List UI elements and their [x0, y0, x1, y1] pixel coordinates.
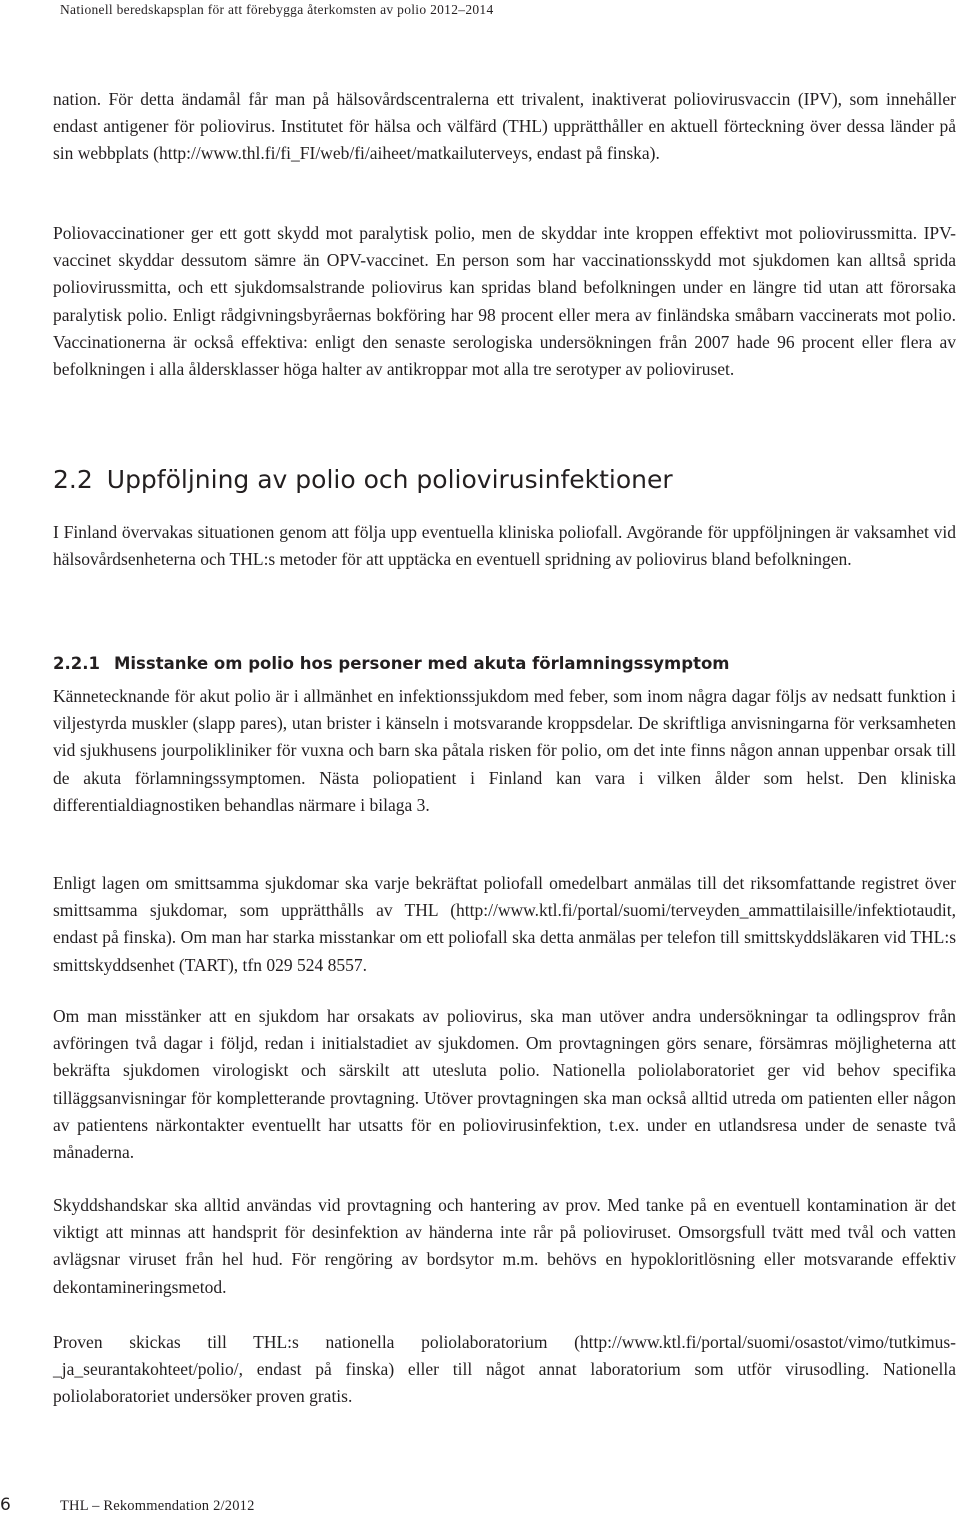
- section-title: Uppföljning av polio och poliovirusinfektioner: [106, 465, 673, 494]
- paragraph-surveillance: I Finland övervakas situationen genom att följa upp eventuella kliniska poliofall. Avgörande för uppföljningen är vaksamhet vid hälsovårdsenheterna och THL:s metoder för att upptäcka en eventuell spridning av poliovirus bland befolkningen.: [53, 522, 956, 570]
- section-heading-2-2: [53, 460, 933, 500]
- paragraph-vaccination-protection: Poliovaccinationer ger ett gott skydd mot paralytisk polio, men de skyddar inte kroppen effektivt mot poliovirussmitta. IPV-vaccinet skyddar dessutom sämre än OPV-vaccinet. En person som har vaccinationsskydd mot sjukdomen kan alltså sprida poliovirussmitta, och ett sjukdomsalstrande poliovirus kan spridas bland befolkningen under en längre tid utan att förorsaka paralytisk polio. Enligt rådgivningsbyråernas bokföring har 98 procent eller mera av finländska småbarn vaccinerats mot polio. Vaccinationerna är också effektiva: enligt den senaste serologiska undersökningen från 2007 hade 96 procent eller flera av befolkningen i alla åldersklasser höga halter av antikroppar mot alla tre serotyper av polioviruset.: [53, 223, 956, 380]
- paragraph-ipv-countries: nation. För detta ändamål får man på hälsovårdscentralerna ett trivalent, inaktiverat poliovirusvaccin (IPV), som innehåller endast antigener för poliovirus. Institutet för hälsa och välfärd (THL) upprätthåller en aktuell förteckning över dessa länder på sin webbplats (http://www.thl.fi/fi_FI/web/fi/aiheet/matkailuterveys, endast på finska).: [53, 89, 956, 164]
- footer-publication: THL – Rekommendation 2/2012: [60, 1498, 255, 1514]
- subsection-heading-2-2-1: [53, 651, 933, 677]
- paragraph-acute-polio: Kännetecknande för akut polio är i allmänhet en infektionssjukdom med feber, som inom några dagar följs av nedsatt funktion i viljestyrda muskler (slapp pares), utan brister i känseln i motsvarande kroppsdelar. De skriftliga anvisningarna för verksamheten vid sjukhusens jourpolikliniker för vuxna och barn ska påtala risken för polio, om det inte finns någon annan uppenbar orsak till de akuta förlamningssymptomen. Nästa poliopatient i Finland kan vara i vilken ålder som helst. Den kliniska differentialdiagnostiken behandlas närmare i bilaga 3.: [53, 686, 956, 815]
- page-number: 6: [0, 1495, 11, 1515]
- paragraph-protective-gloves: Skyddshandskar ska alltid användas vid provtagning och hantering av prov. Med tanke på en eventuell kontamination är det viktigt att minnas att handsprit för desinfektion av händerna inte rår på polioviruset. Omsorgsfull tvätt med tvål och vatten avlägsnar viruset från hel hud. För rengöring av bordsytor m.m. behövs en hypokloritlösning eller motsvarande effektiv dekontamineringsmetod.: [53, 1195, 956, 1297]
- paragraph-samples-sent: Proven skickas till THL:s nationella poliolaboratorium (http://www.ktl.fi/portal/suomi/osastot/vimo/tutkimus-_ja_seurantakohteet/polio/, endast på finska) eller till något annat laboratorium som utför virusodling. Nationella poliolaboratoriet undersöker proven gratis.: [53, 1332, 956, 1407]
- paragraph-reporting: Enligt lagen om smittsamma sjukdomar ska varje bekräftat poliofall omedelbart anmälas till det riksomfattande registret över smittsamma sjukdomar, som upprätthålls av THL (http://www.ktl.fi/portal/suomi/terveyden_ammattilaisille/infektiotaudit, endast på finska). Om man har starka misstankar om ett poliofall ska detta anmälas per telefon till smittskyddsläkaren vid THL:s smittskyddsenhet (TART), tfn 029 524 8557.: [53, 873, 956, 975]
- subsection-title: Misstanke om polio hos personer med akuta förlamningssymptom: [113, 654, 730, 673]
- subsection-number: 2.2.1: [53, 654, 100, 673]
- paragraph-sampling: Om man misstänker att en sjukdom har orsakats av poliovirus, ska man utöver andra undersökningar ta odlingsprov från avföringen två dagar i följd, redan i initialstadiet av sjukdomen. Om provtagningen görs senare, försämras möjligheterna att bekräfta sjukdomen virologiskt och särskilt att utesluta polio. Nationella poliolaboratoriet ger vid behov specifika tilläggsanvisningar för kompletterande provtagning. Utöver provtagningen ska man också alltid utreda om patienten eller någon av patientens närkontakter eventuellt har utsatts för en poliovirusinfektion, t.ex. under en utlandsresa under de senaste två månaderna.: [53, 1006, 956, 1163]
- section-number: 2.2: [53, 465, 93, 494]
- running-header: Nationell beredskapsplan för att förebygga återkomsten av polio 2012–2014: [60, 2, 494, 17]
